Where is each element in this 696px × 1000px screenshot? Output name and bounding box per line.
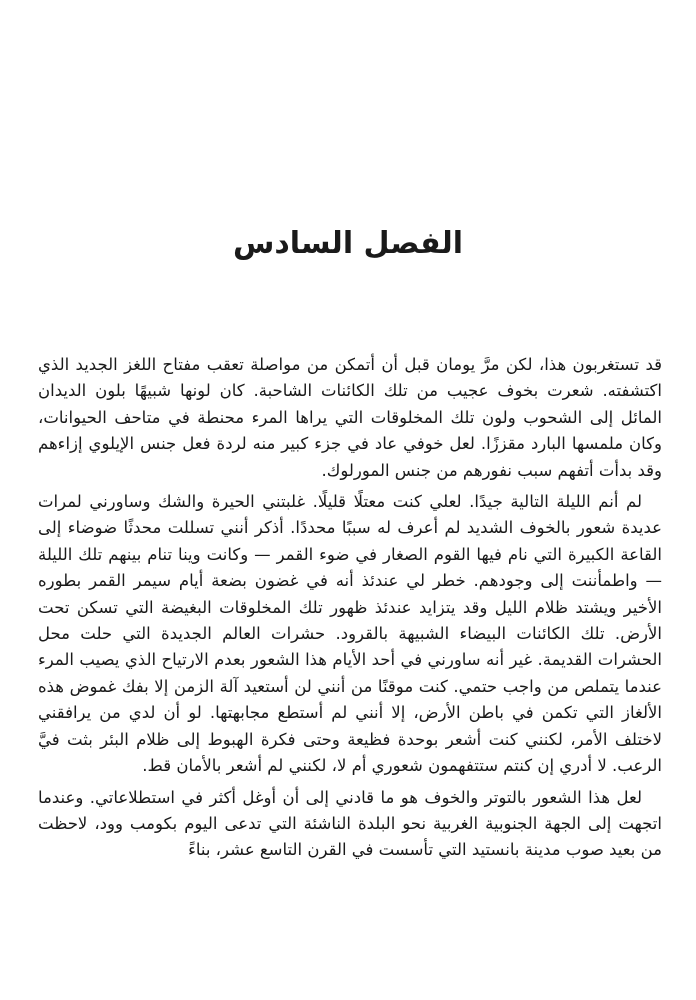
paragraph-2: لم أنم الليلة التالية جيدًا. لعلي كنت معتلًا قليلًا. غلبتني الحيرة والشك وساورني لمرات عديدة شعور بالخوف الشديد لم أعرف له سببًا محددًا. أذكر أنني تسللت محدثًا ضوضاء إلى القاعة الكبيرة التي نام فيها القوم الصغار في ضوء القمر — وكانت وينا تنام بينهم تلك الليلة — واطمأننت إلى وجودهم. خطر لي عندئذ أنه في غضون بضعة أيام سيمر القمر بطوره الأخير ويشتد ظلام الليل وقد يتزايد عندئذ ظهور تلك المخلوقات البغيضة التي تسكن تحت الأرض. تلك الكائنات البيضاء الشبيهة بالقرود. حشرات العالم الجديدة التي حلت محل الحشرات القديمة. غير أنه ساورني في أحد الأيام هذا الشعور بعدم الارتياح الذي يصيب المرء عندما يتملص من واجب حتمي. كنت موقنًا من أنني لن أستعيد آلة الزمن إلا بفك غموض هذه الألغاز التي تكمن في باطن الأرض، إلا أنني لم أستطع مجابهتها. لو أن لدي من يرافقني لاختلف الأمر، لكنني كنت أشعر بوحدة فظيعة وحتى فكرة الهبوط إلى ظلام البئر بثت فيَّ الرعب. لا أدري إن كنتم ستتفهمون شعوري أم لا، لكنني لم أشعر بالأمان قط. xyxy=(38,492,662,776)
paragraph-1: قد تستغربون هذا، لكن مرَّ يومان قبل أن أتمكن من مواصلة تعقب مفتاح اللغز الجديد الذي اكتشفته. شعرت بخوف عجيب من تلك الكائنات الشاحبة. كان لونها شبيهًا بلون الديدان المائل إلى الشحوب ولون تلك المخلوقات التي يراها المرء محنطة في متاحف الحيوانات، وكان ملمسها البارد مقززًا. لعل خوفي عاد في جزء كبير منه لردة فعل جنس الإيلوي إزاءهم وقد بدأت أتفهم سبب نفورهم من جنس المورلوك. xyxy=(38,355,662,480)
chapter-body xyxy=(38,352,662,869)
paragraph-3: لعل هذا الشعور بالتوتر والخوف هو ما قادني إلى أن أوغل أكثر في استطلاعاتي. وعندما اتجهت إلى الجهة الجنوبية الغربية نحو البلدة الناشئة التي تدعى اليوم بكومب وود، لاحظت من بعيد صوب مدينة بانستيد التي تأسست في القرن التاسع عشر، بناءً xyxy=(38,787,662,860)
chapter-title: الفصل السادس xyxy=(232,226,464,261)
